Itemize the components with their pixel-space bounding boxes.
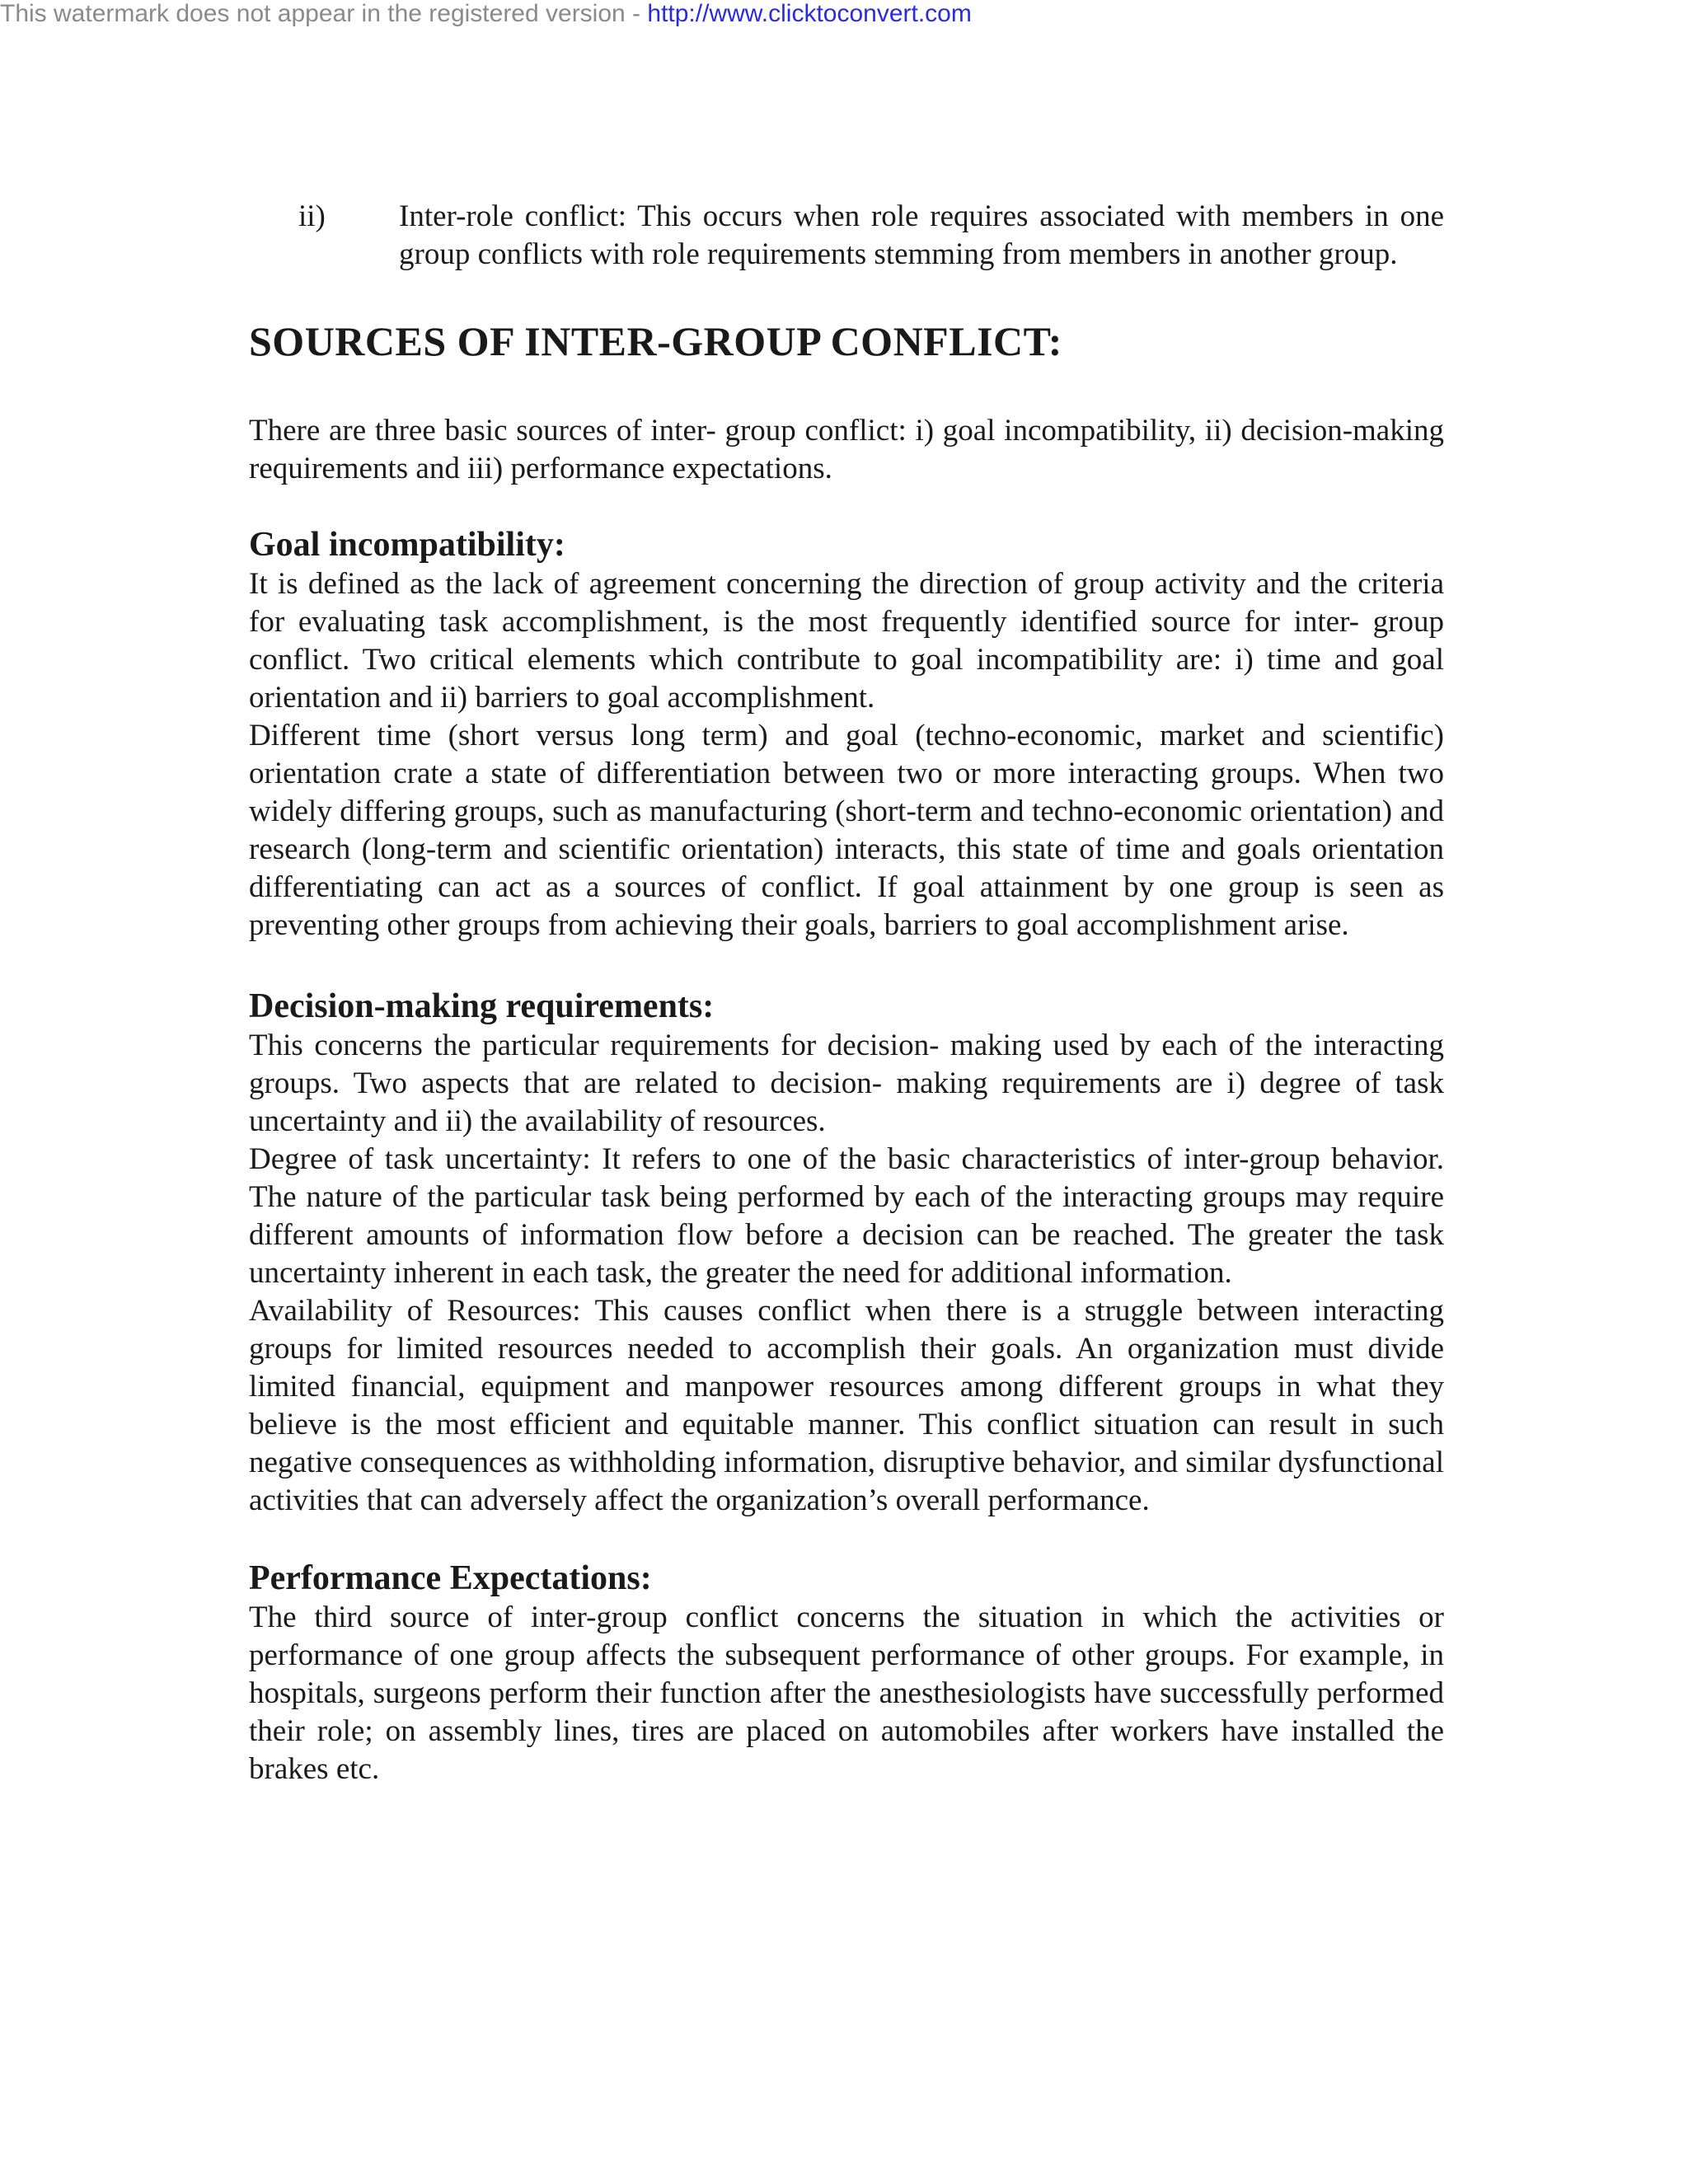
list-item-number: ii) bbox=[298, 199, 326, 233]
watermark-text: This watermark does not appear in the registered version - bbox=[0, 0, 648, 27]
section-heading: SOURCES OF INTER-GROUP CONFLICT: bbox=[249, 318, 1062, 364]
performance-expectations-title: Performance Expectations: bbox=[249, 1559, 652, 1597]
decision-making-title: Decision-making requirements: bbox=[249, 987, 715, 1025]
watermark-link[interactable]: http://www.clicktoconvert.com bbox=[647, 0, 972, 27]
watermark-notice bbox=[0, 0, 972, 28]
document-page bbox=[249, 198, 1444, 1788]
goal-incompatibility-section bbox=[249, 524, 1444, 944]
decision-making-section bbox=[249, 986, 1444, 1520]
goal-incompatibility-title: Goal incompatibility: bbox=[249, 526, 565, 564]
decision-paragraph-3: Availability of Resources: This causes conflict when there is a struggle between interacting groups for limited resources needed to accomplish their goals. An organization must divide limited financial, equipment and manpower resources among different groups in what they believe is the most efficient and equitable manner. This conflict situation can result in such negative consequences as withholding information, disruptive behavior, and similar dysfunctional activities that can adversely affect the organization’s overall performance. bbox=[249, 1294, 1444, 1517]
performance-expectations-section bbox=[249, 1558, 1444, 1788]
list-item-inter-role bbox=[298, 198, 1444, 274]
goal-paragraph-1: It is defined as the lack of agreement concerning the direction of group activity and the criteria for evaluating task accomplishment, is the most frequently identified source for inter- group conflict. Two critical elements which contribute to goal incompatibility are: i) time and goal orientation and ii) barriers to goal accomplishment. bbox=[249, 567, 1444, 715]
list-item-text: Inter-role conflict: This occurs when role requires associated with members in one group conflicts with role requirements stemming from members in another group. bbox=[399, 199, 1444, 271]
performance-paragraph-1: The third source of inter-group conflict concerns the situation in which the activities or performance of one group affects the subsequent performance of other groups. For example, in hospitals, surgeons perform their function after the anesthesiologists have successfully performed their role; on assembly lines, tires are placed on automobiles after workers have installed the brakes etc. bbox=[249, 1601, 1444, 1786]
goal-paragraph-2: Different time (short versus long term) and goal (techno-economic, market and scientific) orientation crate a state of differentiation between two or more interacting groups. When two widely differing groups, such as manufacturing (short-term and techno-economic orientation) and research (long-term and scientific orientation) interacts, this state of time and goals orientation differentiating can act as a sources of conflict. If goal attainment by one group is seen as preventing other groups from achieving their goals, barriers to goal accomplishment arise. bbox=[249, 719, 1444, 942]
decision-paragraph-2: Degree of task uncertainty: It refers to one of the basic characteristics of inter-group behavior. The nature of the particular task being performed by each of the interacting groups may require different amounts of information flow before a decision can be reached. The greater the task uncertainty inherent in each task, the greater the need for additional information. bbox=[249, 1142, 1444, 1290]
decision-paragraph-1: This concerns the particular requirements for decision- making used by each of the interacting groups. Two aspects that are related to decision- making requirements are i) degree of task uncertainty and ii) the availability of resources. bbox=[249, 1029, 1444, 1138]
intro-paragraph: There are three basic sources of inter- group conflict: i) goal incompatibility, ii) decision-making requirements and iii) performance expectations. bbox=[249, 414, 1444, 485]
